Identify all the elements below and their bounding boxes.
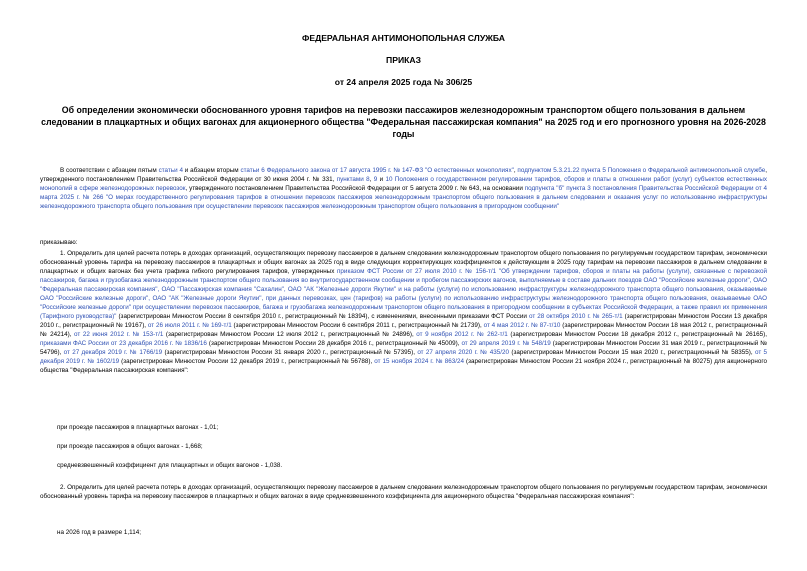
item-2-paragraph: 2. Определить для целей расчета потерь в доходах организаций, осуществляющих перевозку пассажиров в дальнем следовании железнодорожным транспортом общего пользования по регулируемым государством тарифам, экономически обоснованный уровень тарифа на перевозку пассажиров в плацкартных и общих вагонах в виде средневзвешенного коэффициента для акционерного общества "Федеральная пассажирская компания":: [40, 484, 767, 500]
item-1-link[interactable]: от 4 мая 2012 г. № 87-т/10: [483, 322, 561, 329]
item-1-text: (зарегистрирован Минюстом России 31 мая 2019 г., регистрационный № 54796),: [40, 340, 767, 356]
item-1-text: (зарегистрирован Минюстом России 31 января 2020 г., регистрационный № 57395),: [162, 349, 418, 356]
item-1-text: (зарегистрирован Минюстом России 28 декабря 2016 г., регистрационный № 45009),: [206, 340, 462, 347]
preamble-link[interactable]: 9: [373, 176, 378, 183]
preamble-text: , утвержденного постановлением Правительства Российской Федерации от 30 июня 2004 г. № 331,: [40, 167, 768, 183]
item-1-link[interactable]: от 5 декабря 2019 г. № 1602/19: [40, 349, 768, 365]
date-number-heading: от 24 апреля 2025 года № 306/25: [334, 77, 473, 87]
order-word: приказываю:: [40, 239, 78, 246]
coef-reserved: при проезде пассажиров в плацкартных вагонах - 1,01;: [57, 424, 219, 431]
item-1-text: (зарегистрирован Минюстом России 18 декабря 2012 г., регистрационный № 26165),: [507, 331, 767, 338]
coef-weighted: средневзвешенный коэффициент для плацкартных и общих вагонов - 1,038.: [57, 462, 283, 469]
year-2026-coefficient: на 2026 год в размере 1,114;: [57, 529, 141, 536]
preamble-text: В соответствии с абзацем пятым: [60, 167, 159, 174]
item-1-text: (зарегистрирован Минюстом России 12 июля 2012 г., регистрационный № 24896),: [163, 331, 417, 338]
item-1-paragraph: [40, 249, 767, 375]
preamble-link[interactable]: пунктами 8: [336, 176, 370, 183]
item-1-link[interactable]: от 22 июня 2012 г. № 153-т/1: [74, 331, 164, 338]
preamble-text: , утвержденного постановлением Правительства Российской Федерации от 5 августа 2009 г. № 643, на основании: [185, 185, 525, 192]
item-1-text: (зарегистрирован Минюстом России 18 мая 2012 г., регистрационный № 24214),: [40, 322, 767, 338]
item-1-link[interactable]: от 9 ноября 2012 г. № 262-т/1: [416, 331, 508, 338]
preamble-text: и: [377, 176, 386, 183]
item-1-text: (зарегистрирован Минюстом России 15 мая 2020 г., регистрационный № 58355),: [509, 349, 755, 356]
item-1-text: (зарегистрирован Минюстом России 6 сентября 2011 г., регистрационный № 21739),: [231, 322, 484, 329]
item-1-text: (зарегистрирован Минюстом России 13 декабря 2010 г., регистрационный № 19167),: [40, 313, 767, 329]
item-1-text: (зарегистрирован Минюстом России 21 ноября 2024 г., регистрационный № 80275) для акционерного общества "Федеральная пассажирская компания":: [40, 358, 767, 374]
item-1-text: (зарегистрирован Минюстом России 8 сентября 2010 г., регистрационный № 18394), с изменениями, внесенными приказами ФСТ России: [116, 313, 529, 320]
preamble-link[interactable]: подпункта "б" пункта 3 постановления Правительства Российской Федерации от 4 марта 2025 г. № 266 "О мерах государственного регулирования тарифов в отношении перевозок пассажиров железнодорожным транспортом общего пользования в дальнем следовании и оказания услуг по использованию инфраструктуры железнодорожного транспорта общего пользования при осуществлении перевозок пассажиров железнодорожным транспортом общего пользования в пригородном сообщении": [40, 185, 768, 210]
item-1-text: 1. Определить для целей расчета потерь в доходах организаций, осуществляющих перевозку пассажиров в дальнем следовании железнодорожным транспортом общего пользования по регулируемым государством тарифам, экономически обоснованный уровень тарифа на перевозку пассажиров в плацкартных и общих вагонах за 2025 год в виде следующих корректирующих коэффициентов к действующим в 2025 году тарифам на перевозки пассажиров в дальнем следовании в плацкартных и общих вагонах без учета графика гибкого регулирования тарифов, утвержденных: [40, 250, 767, 275]
preamble-text: ,: [513, 167, 518, 174]
doc-type-heading: ПРИКАЗ: [386, 55, 421, 65]
item-1-link[interactable]: от 15 ноября 2024 г. № 863/24: [374, 358, 464, 365]
preamble-link[interactable]: статьи 4: [158, 167, 183, 174]
item-1-link[interactable]: от 27 декабря 2019 г. № 1766/19: [63, 349, 163, 356]
agency-heading: ФЕДЕРАЛЬНАЯ АНТИМОНОПОЛЬНАЯ СЛУЖБА: [302, 33, 505, 43]
item-1-link[interactable]: от 29 апреля 2019 г. № 548/19: [461, 340, 551, 347]
document-title: Об определении экономически обоснованного уровня тарифов на перевозки пассажиров железнодорожным транспортом общего пользования в дальнем следовании в плацкартных и общих вагонах для акционерного общества "Федеральная пассажирская компания" на 2025 год и его прогнозного уровня на 2026-2028 годы: [41, 105, 766, 139]
preamble-link[interactable]: статьи 6 Федерального закона от 17 августа 1995 г. № 147-ФЗ "О естественных монополиях": [240, 167, 514, 174]
item-1-link[interactable]: приказами ФАС России от 23 декабря 2016 г. № 1836/16: [40, 340, 207, 347]
item-1-link[interactable]: от 27 апреля 2020 г. № 435/20: [417, 349, 510, 356]
item-1-text: (зарегистрирован Минюстом России 12 декабря 2019 г., регистрационный № 56788),: [119, 358, 375, 365]
preamble-text: и абзацем вторым: [182, 167, 241, 174]
preamble-paragraph: [40, 166, 767, 211]
item-1-link[interactable]: от 26 июля 2011 г. № 169-т/1: [147, 322, 232, 329]
preamble-text: ,: [369, 176, 374, 183]
item-1-link[interactable]: от 28 октября 2010 г. № 265-т/1: [528, 313, 623, 320]
preamble-link[interactable]: 10 Положения о государственном регулировании тарифов, сборов и платы в отношении работ (услуг) субъектов естественных монополий в сфере железнодорожных перевозок: [40, 176, 767, 192]
item-1-link[interactable]: приказом ФСТ России от 27 июля 2010 г. № 156-т/1 "Об утверждении тарифов, сборов и платы на работы (услуги), связанные с перевозкой пассажиров, багажа и грузобагажа железнодорожным транспортом общего пользования во внутригосударственном сообщении и пробегом пассажирских вагонов, выполняемые в составе дальних поездов ОАО "Российские железные дороги", ОАО "Федеральная пассажирская компания", ОАО "Пассажирская компания "Сахалин", ОАО "АК "Железные дороги Якутии" и на работы (услуги) по использованию инфраструктуры железнодорожного транспорта общего пользования, оказываемые ОАО "Российские железные дороги", ОАО "АК "Железные дороги Якутии", при данных перевозках, цен (тарифов) на работы (услуги) по использованию инфраструктуры железнодорожного транспорта общего пользования, оказываемые ОАО "Российские железные дороги" при осуществлении перевозок пассажиров, багажа и грузобагажа железнодорожным транспортом общего пользования в пригородном сообщении в субъектах Российской Федерации, а также правил их применения (Тарифного руководства)": [40, 268, 767, 320]
preamble-link[interactable]: подпунктом 5.3.21.22 пункта 5 Положения о Федеральной антимонопольной службе: [517, 167, 766, 174]
coef-general: при проезде пассажиров в общих вагонах - 1,668;: [57, 443, 203, 450]
